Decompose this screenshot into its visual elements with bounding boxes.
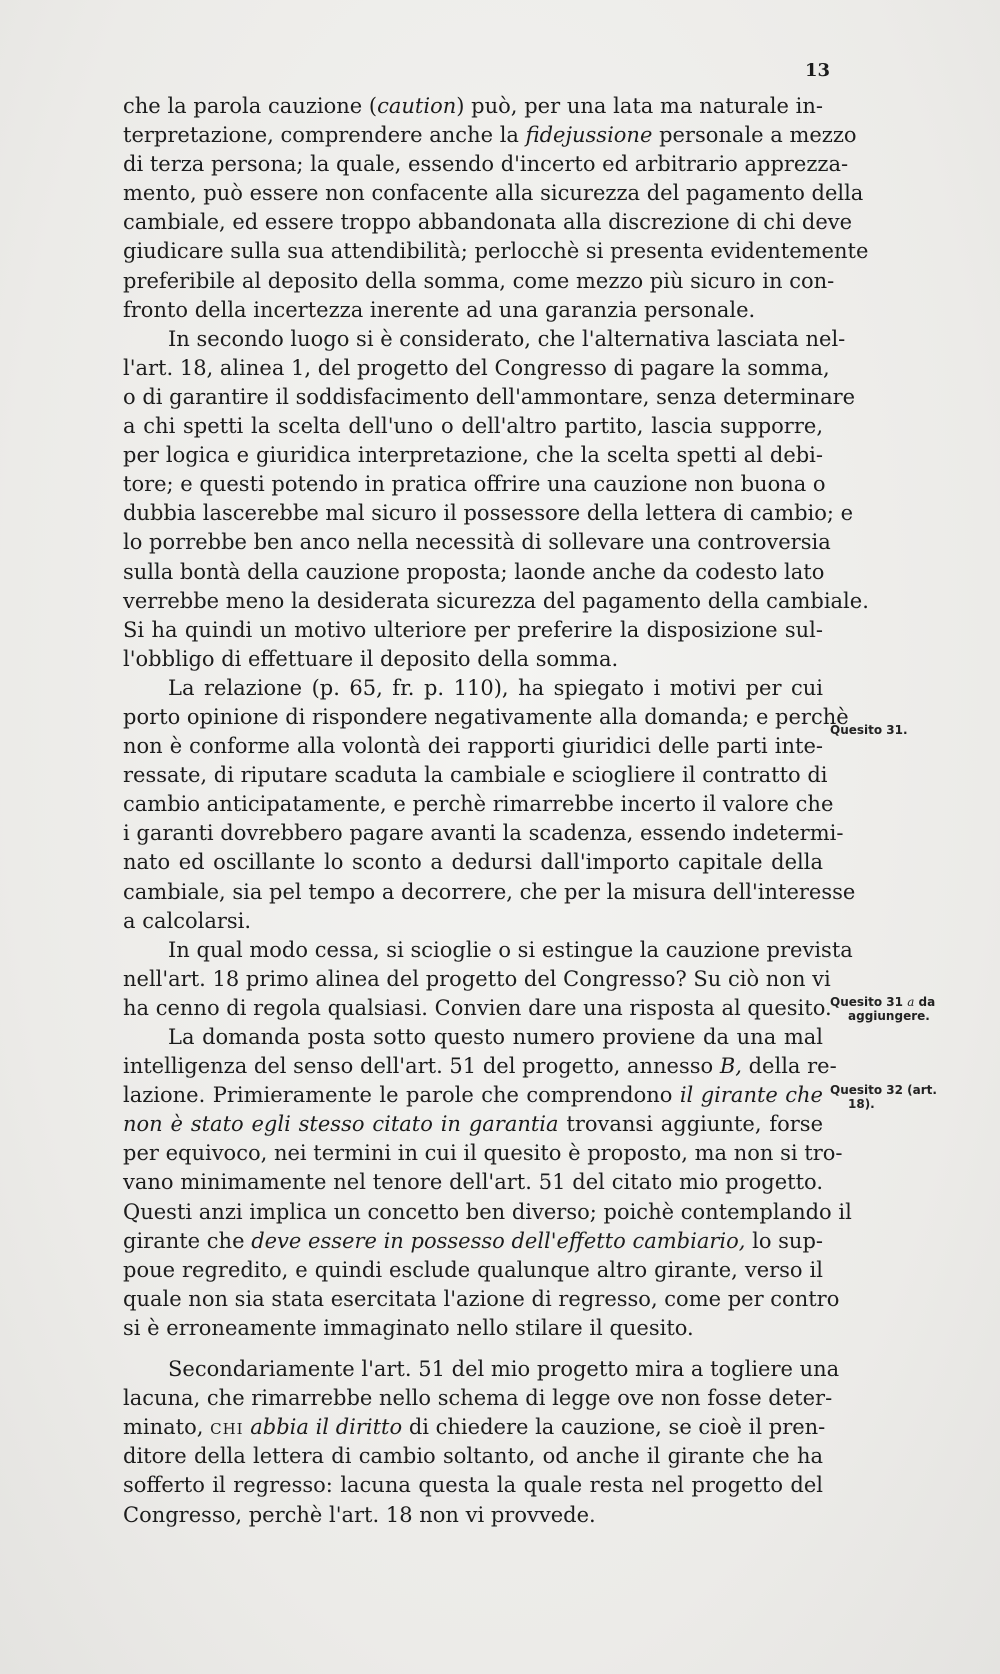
text-line: ha cenno di regola qualsiasi. Convien dare una risposta al quesito.: [123, 995, 832, 1020]
page-number: 13: [804, 60, 830, 81]
text-line: l'obbligo di effettuare il deposito della somma.: [123, 646, 619, 671]
text-line: cambiale, ed essere troppo abbandonata alla discrezione di chi deve: [123, 210, 853, 235]
margin-note-quesito-31: Quesito 31.: [830, 723, 908, 737]
text-line: La relazione (p. 65, fr. p. 110), ha spiegato i motivi per cui: [168, 675, 823, 700]
text-line: o di garantire il soddisfacimento dell'ammontare, senza determinare: [123, 384, 856, 409]
text-line: minato, chi abbia il diritto di chiedere la cauzione, se cioè il pren-: [123, 1415, 826, 1440]
text-line: mento, può essere non confacente alla sicurezza del pagamento della: [123, 181, 864, 206]
text-line: a chi spetti la scelta dell'uno o dell'altro partito, lascia supporre,: [123, 414, 823, 439]
text-line: Questi anzi implica un concetto ben diverso; poichè contemplando il: [123, 1199, 852, 1224]
text-line: fronto della incertezza inerente ad una garanzia personale.: [123, 297, 756, 322]
text-line: poue regredito, e quindi esclude qualunque altro girante, verso il: [123, 1257, 823, 1282]
text-line: cambiale, sia pel tempo a decorrere, che per la misura dell'interesse: [123, 879, 856, 904]
text-line: i garanti dovrebbero pagare avanti la scadenza, essendo indetermi-: [123, 821, 844, 846]
text-line: ressate, di riputare scaduta la cambiale e sciogliere il contratto di: [123, 763, 828, 788]
text-line: lacuna, che rimarrebbe nello schema di legge ove non fosse deter-: [123, 1386, 833, 1411]
text-line: l'art. 18, alinea 1, del progetto del Congresso di pagare la somma,: [123, 355, 830, 380]
text-line: preferibile al deposito della somma, come mezzo più sicuro in con-: [123, 268, 835, 293]
text-line: In secondo luogo si è considerato, che l'alternativa lasciata nel-: [168, 326, 846, 351]
text-line: ditore della lettera di cambio soltanto, od anche il girante che ha: [123, 1444, 823, 1469]
text-line: sofferto il regresso: lacuna questa la quale resta nel progetto del: [123, 1473, 823, 1498]
text-line: per logica e giuridica interpretazione, che la scelta spetti al debi-: [123, 443, 823, 468]
text-line: a calcolarsi.: [123, 908, 252, 933]
margin-note-quesito-31a: Quesito 31 a da aggiungere.: [830, 995, 936, 1023]
text-line: porto opinione di rispondere negativamente alla domanda; e perchè: [123, 704, 849, 729]
text-line: lo porrebbe ben anco nella necessità di sollevare una controversia: [123, 530, 831, 555]
text-line: nato ed oscillante lo sconto a dedursi dall'importo capitale della: [123, 850, 823, 875]
text-line: giudicare sulla sua attendibilità; perlocchè si presenta evidentemente: [123, 239, 869, 264]
text-line: In qual modo cessa, si scioglie o si estingue la cauzione prevista: [168, 937, 853, 962]
text-line: La domanda posta sotto questo numero proviene da una mal: [168, 1025, 823, 1049]
text-line: quale non sia stata esercitata l'azione di regresso, come per contro: [123, 1286, 840, 1311]
text-line: terpretazione, comprendere anche la fidejussione personale a mezzo: [123, 123, 857, 148]
text-line: si è erroneamente immaginato nello stilare il quesito.: [123, 1315, 694, 1340]
text-line: cambio anticipatamente, e perchè rimarrebbe incerto il valore che: [123, 792, 834, 817]
text-line: dubbia lascerebbe mal sicuro il possessore della lettera di cambio; e: [123, 501, 854, 526]
text-line: girante che deve essere in possesso dell'effetto cambiario, lo sup-: [123, 1228, 823, 1253]
text-line: intelligenza del senso dell'art. 51 del progetto, annesso B, della re-: [123, 1054, 837, 1079]
text-line: Congresso, perchè l'art. 18 non vi provvede.: [123, 1502, 596, 1527]
text-line: che la parola cauzione (caution) può, per una lata ma naturale in-: [123, 94, 823, 118]
text-line: sulla bontà della cauzione proposta; laonde anche da codesto lato: [123, 559, 825, 584]
text-line: vano minimamente nel tenore dell'art. 51 del citato mio progetto.: [123, 1170, 823, 1195]
text-line: lazione. Primieramente le parole che comprendono il girante che: [123, 1083, 823, 1108]
text-line: non è conforme alla volontà dei rapporti giuridici delle parti inte-: [123, 734, 823, 759]
text-line: Si ha quindi un motivo ulteriore per preferire la disposizione sul-: [123, 617, 823, 642]
text-line: tore; e questi potendo in pratica offrire una cauzione non buona o: [123, 472, 826, 497]
text-line: di terza persona; la quale, essendo d'incerto ed arbitrario apprezza-: [123, 152, 849, 177]
text-line: per equivoco, nei termini in cui il quesito è proposto, ma non si tro-: [123, 1141, 843, 1166]
text-line: nell'art. 18 primo alinea del progetto del Congresso? Su ciò non vi: [123, 966, 831, 991]
text-line: non è stato egli stesso citato in garantia trovansi aggiunte, forse: [123, 1112, 824, 1137]
margin-note-quesito-32: Quesito 32 (art. 18).: [830, 1083, 937, 1111]
text-line: Secondariamente l'art. 51 del mio progetto mira a togliere una: [168, 1357, 840, 1382]
text-line: verrebbe meno la desiderata sicurezza del pagamento della cambiale.: [123, 588, 869, 613]
